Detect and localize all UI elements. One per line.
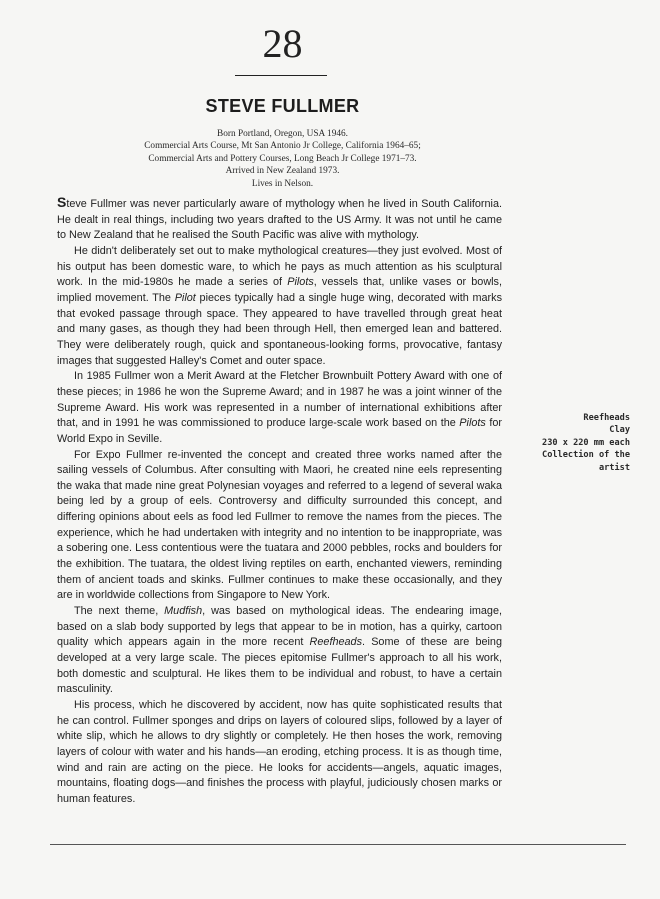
bio-line: Commercial Arts Course, Mt San Antonio Jr College, California 1964–65;	[144, 141, 421, 152]
artist-bio	[100, 128, 465, 190]
bio-line: Lives in Nelson.	[251, 178, 314, 189]
work-title: Reefheads	[309, 636, 362, 649]
bottom-rule	[50, 844, 626, 845]
work-title: Pilots	[459, 417, 486, 430]
caption-line: Reefheads	[583, 413, 630, 423]
bio-line: Commercial Arts and Pottery Courses, Long Beach Jr College 1971–73.	[148, 153, 417, 164]
caption-line: Collection of the	[542, 450, 630, 461]
drop-cap: S	[57, 194, 67, 210]
image-caption	[500, 412, 630, 474]
bio-line: Arrived in New Zealand 1973.	[225, 166, 340, 177]
paragraph: He didn't deliberately set out to make mythological creatures—they just evolved. Most of his output has been domestic ware, to which he pays as much attention as his sculptural work. In the mid-1980s he made a series of Pilots, vessels that, unlike vases or bowls, implied movement. The Pilot pieces typically had a single huge wing, decorated with marks that evoked passage through space. They appeared to have travelled through great heat and many gases, as though they had been through Hell, then emerged lean and battered. They were deliberately rough, quick and spontaneous-looking forms, provocative, fantasy images that suggested Halley's Comet and outer space.	[57, 244, 502, 367]
article-body	[57, 194, 502, 808]
bio-line: Born Portland, Oregon, USA 1946.	[217, 129, 348, 139]
paragraph: Steve Fullmer was never particularly aware of mythology when he lived in South California. He dealt in real things, including two years drafted to the US Army. It was not until he came to New Zealand that he realised the South Pacific was alive with mythology.	[57, 194, 502, 242]
paragraph: His process, which he discovered by accident, now has quite sophisticated results that he can control. Fullmer sponges and drips on layers of coloured slips, followed by a layer of white slip, which he allows to dry slightly or completely. He then hoses the work, removing layers of colour with water and his hands—an eroding, etching process. It is as though time, wind and rain are acting on the piece. He looks for accidents—angels, aquatic images, mountains, floating dogs—and finishes the process with playful, judiciously chosen marks or human features.	[57, 699, 502, 805]
caption-line: Clay	[609, 425, 630, 436]
paragraph: In 1985 Fullmer won a Merit Award at the Fletcher Brownbuilt Pottery Award with one of these pieces; in 1986 he won the Supreme Award; and in 1987 he was a joint winner of the Supreme Award. His work was represented in a number of international exhibitions after that, and in 1991 he was commissioned to produce large-scale work based on the Pilots for World Expo in Seville.	[57, 370, 502, 445]
paragraph: The next theme, Mudfish, was based on mythological ideas. The endearing image, based on a slab body supported by legs that appear to be in motion, has a quirky, cartoon quality which appears again in the more recent Reefheads. Some of these are being developed at a very large scale. The pieces epitomise Fullmer's approach to all his work, both domestic and sculptural. He likes them to be individual and robust, to have a certain masculinity.	[57, 605, 502, 696]
caption-line: artist	[598, 462, 630, 473]
title-rule	[235, 75, 327, 76]
caption-line: 230 x 220 mm each	[542, 437, 630, 448]
work-title: Mudfish	[164, 605, 203, 618]
artist-name: STEVE FULLMER	[205, 96, 360, 116]
paragraph: For Expo Fullmer re-invented the concept and created three works named after the sailing vessels of Columbus. After consulting with Maori, he created nine eels representing the waka that made nine great Polynesian voyages and referred to a legend of several waka being led by a group of eels. Controversy and difficulty surrounded this concept, and differing opinions about eels as food led Fullmer to remove the names from the pieces. The experience, which he had undertaken with integrity and no intention to be inappropriate, was a sobering one. Less contentious were the tuatara and 2000 pebbles, rocks and boulders for the exhibition. The tuatara, the oldest living reptiles on earth, enchanted viewers, reminding them of ancient toads and skinks. Fullmer continues to make these occasionally, and they are in worldwide collections from Singapore to New York.	[57, 448, 502, 602]
work-title: Pilots	[287, 276, 314, 289]
page-number: 28	[262, 21, 303, 66]
work-title: Pilot	[174, 291, 196, 304]
